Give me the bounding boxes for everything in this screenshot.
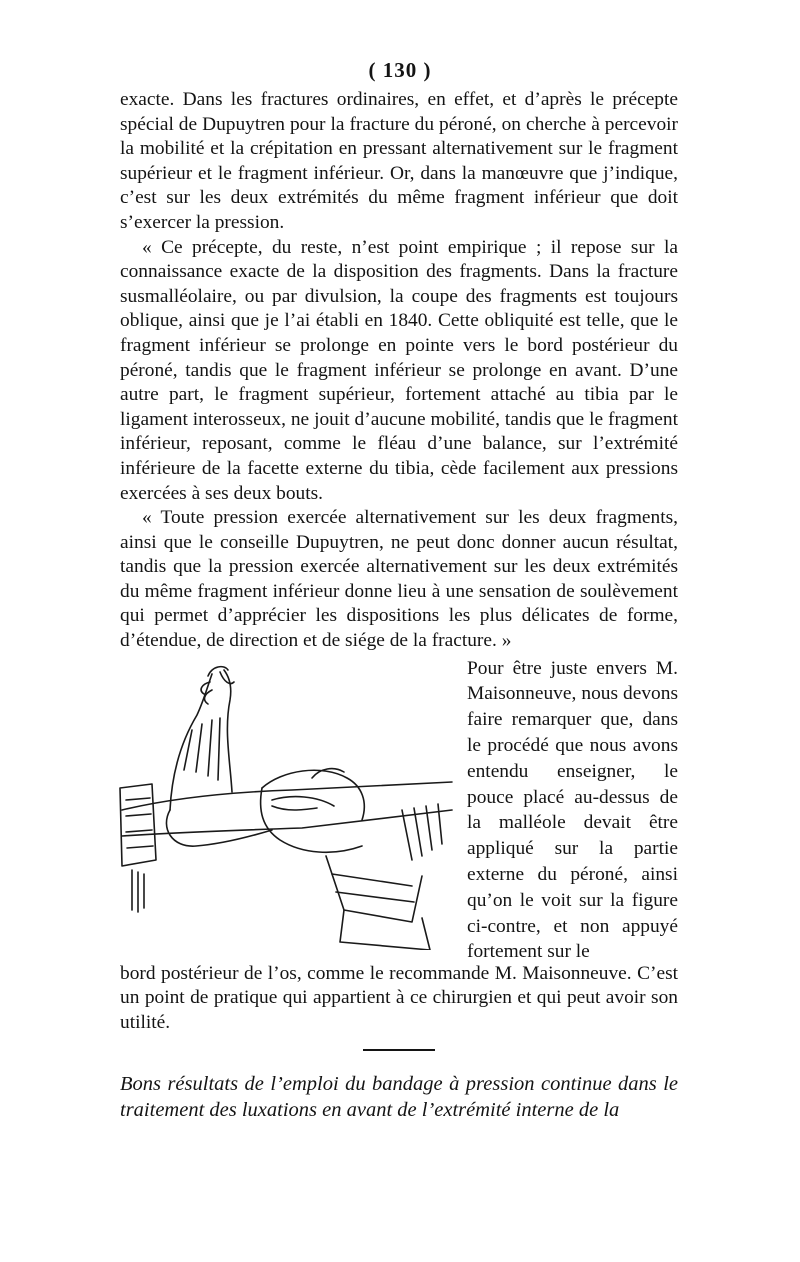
paragraph-1: exacte. Dans les fractures ordinaires, en effet, et d’après le précepte spécial de Dupuytren pour la fracture du péroné, on cherche à percevoir la mobilité et la crépitation en pressant alternativement sur le fragment supérieur et le fragment inférieur. Or, dans la manœuvre que j’indique, c’est sur les deux extrémités du même fragment inférieur que doit s’exercer la pression. <box>120 89 678 233</box>
figure-side-text: Pour être juste envers M. Maisonneuve, nous devons faire remarquer que, dans le procédé que nous avons entendu enseigner, le pouce placé au-dessus de la malléole devait être appliqué sur la partie externe du péroné, ainsi qu’on le voit sur la figure ci-contre, et non appuyé fortement sur le <box>467 657 678 963</box>
paragraph-4-continuation: bord postérieur de l’os, comme le recommande M. Maisonneuve. C’est un point de pratique qui appartient à ce chirurgien et qui peut avoir son utilité. <box>120 962 678 1033</box>
section-title: Bons résultats de l’emploi du bandage à pression continue dans le traitement des luxations en avant de l’extrémité interne de la <box>120 1073 678 1122</box>
figure-block <box>120 656 678 962</box>
engraving-hand-on-foot-illustration <box>112 660 457 950</box>
page-number: ( 130 ) <box>368 58 432 82</box>
paragraph-3: « Toute pression exercée alternativement sur les deux fragments, ainsi que le conseille Dupuytren, ne peut donc donner aucun résultat, tandis que la pression exercée alternativement sur les deux extrémités du même fragment inférieur donne lieu à une sensation de soulèvement qui permet d’apprécier les dispositions les plus délicates de forme, d’étendue, de direction et de siége de la fracture. » <box>120 507 678 652</box>
section-divider <box>363 1049 435 1051</box>
paragraph-2: « Ce précepte, du reste, n’est point empirique ; il repose sur la connaissance exacte de la disposition des fragments. Dans la fracture susmalléolaire, ou par divulsion, la coupe des fragments est toujours oblique, ainsi que je l’ai établi en 1840. Cette obliquité est telle, que le fragment inférieur se prolonge en pointe vers le bord postérieur du péroné, tandis que le fragment inférieur se prolonge en avant. D’une autre part, le fragment supérieur, fortement attaché au tibia par le ligament interosseux, ne jouit d’aucune mobilité, tandis que le fragment inférieur, reposant, comme le fléau d’une balance, sur l’extrémité inférieure de la facette externe du tibia, cède facilement aux pressions exercées à ses deux bouts. <box>120 236 678 504</box>
body-text <box>120 88 678 1123</box>
